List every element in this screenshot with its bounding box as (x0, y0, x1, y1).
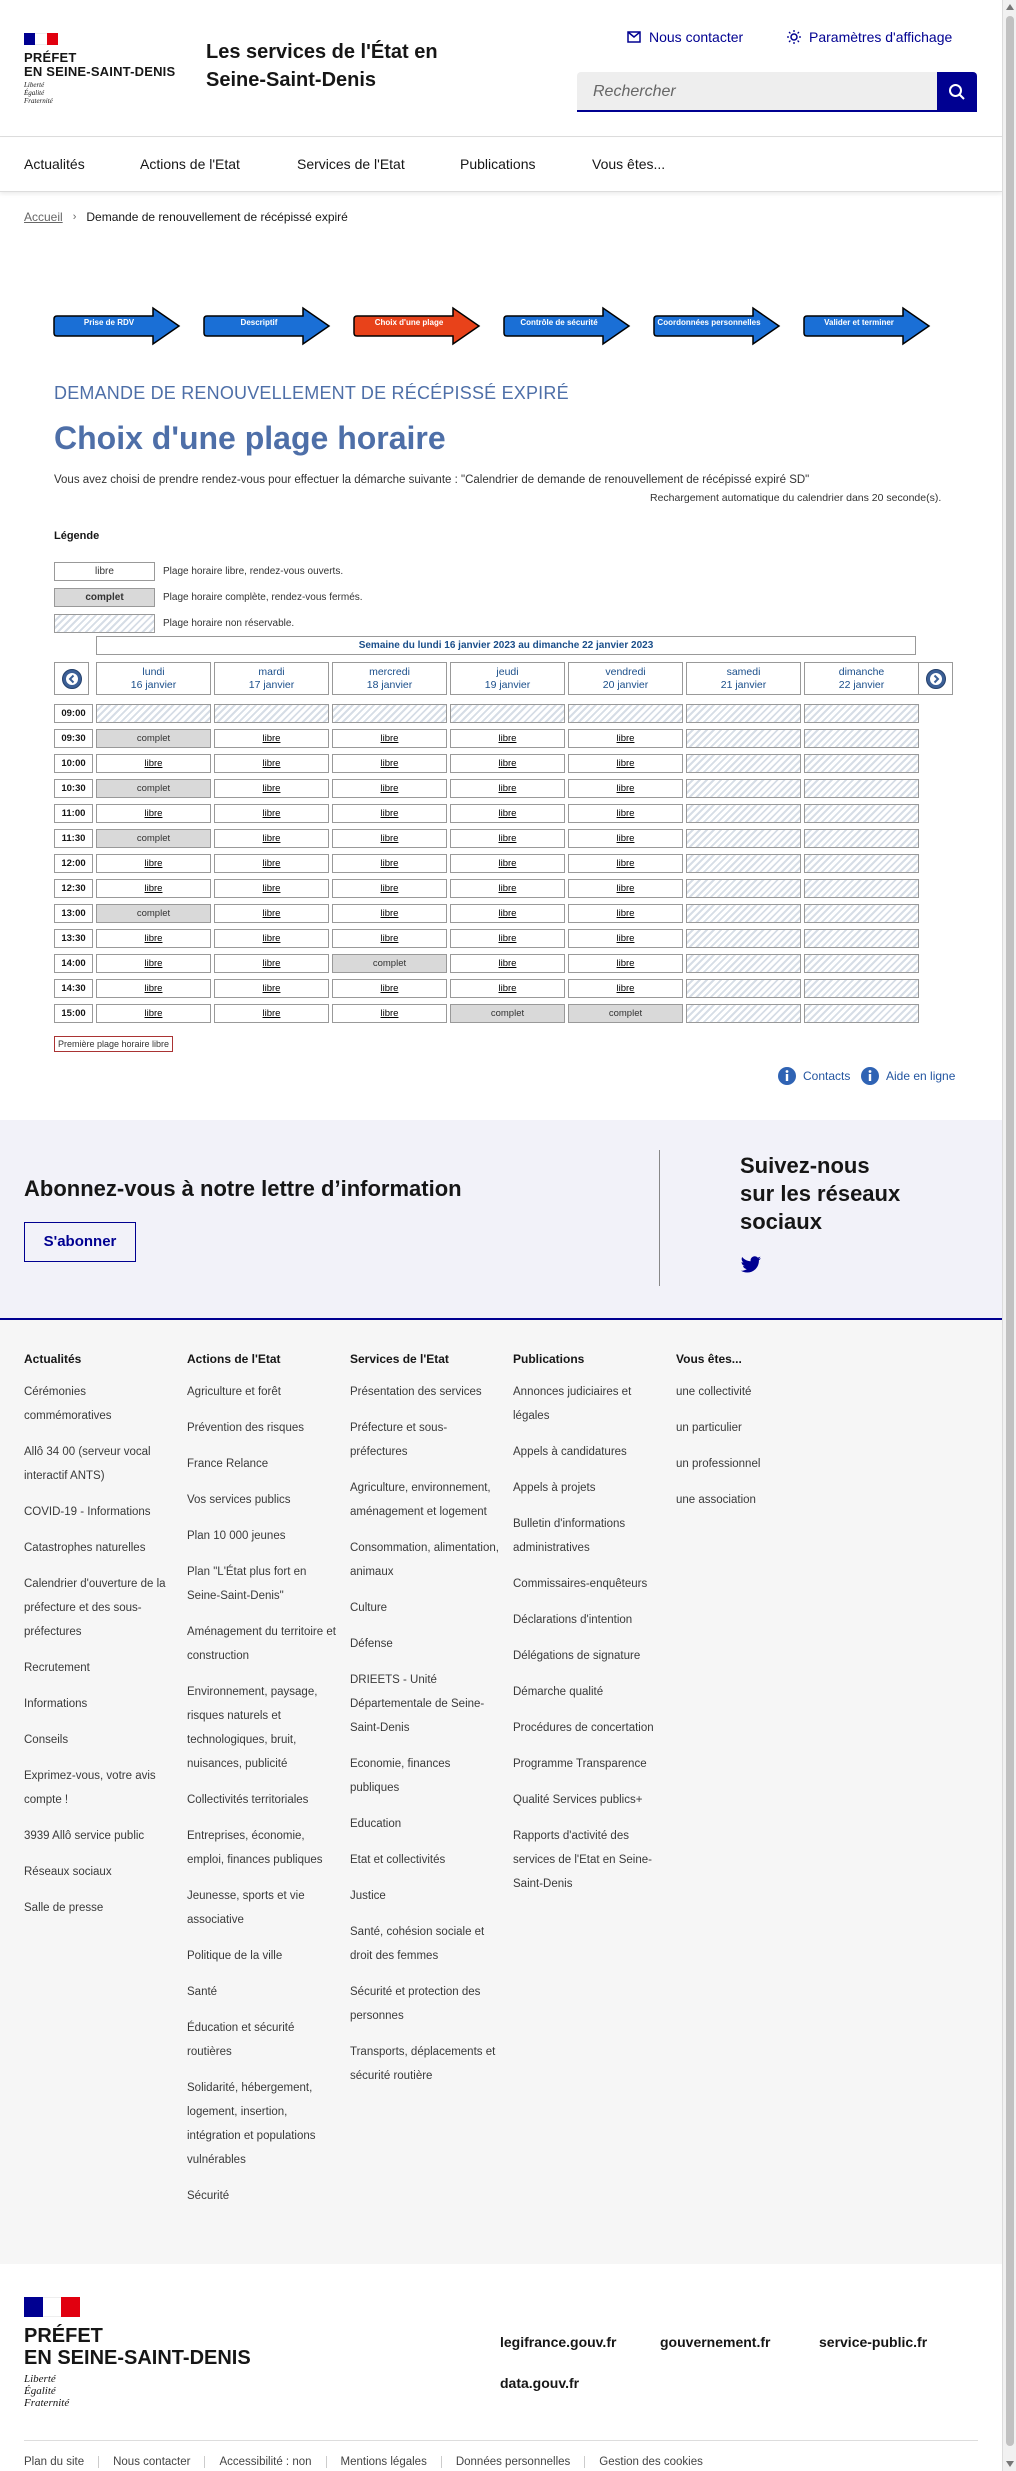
slot-unavailable (686, 854, 801, 873)
slot-libre[interactable]: libre (332, 1004, 447, 1023)
day-name: mercredi (369, 666, 410, 678)
search-input[interactable]: Rechercher (577, 72, 937, 112)
footer-link[interactable]: Consommation, alimentation, animaux (350, 1542, 499, 1578)
footer-link[interactable]: Entreprises, économie, emploi, finances publiques (187, 1830, 323, 1866)
slot-unavailable (804, 729, 919, 748)
day-header (96, 662, 211, 695)
week-label: Semaine du lundi 16 janvier 2023 au dimanche 22 janvier 2023 (96, 636, 916, 655)
time-label: 12:30 (54, 879, 93, 898)
slot-libre[interactable]: libre (332, 879, 447, 898)
footer-link[interactable]: Catastrophes naturelles (24, 1542, 146, 1554)
step-label: Prise de RDV (83, 318, 135, 327)
slot-libre[interactable]: libre (450, 854, 565, 873)
footer-link[interactable]: Bulletin d'informations administratives (513, 1518, 626, 1554)
step-label: Valider et terminer (824, 318, 894, 327)
day-date: 18 janvier (366, 679, 413, 691)
footer-link[interactable]: Procédures de concertation (513, 1722, 654, 1734)
slot-unavailable (686, 904, 801, 923)
legend-item-libre (54, 562, 343, 581)
footer-link[interactable]: Prévention des risques (187, 1422, 304, 1434)
time-label: 11:30 (54, 829, 93, 848)
slot-libre[interactable]: libre (568, 854, 683, 873)
online-help-label: Aide en ligne (886, 1069, 956, 1083)
footer-link[interactable]: Etat et collectivités (350, 1854, 446, 1866)
breadcrumb-current: Demande de renouvellement de récépissé expiré (86, 210, 348, 224)
ext-link-legifrance[interactable]: legifrance.gouv.fr (500, 2334, 617, 2350)
footer-link[interactable]: Jeunesse, sports et vie associative (187, 1890, 305, 1926)
slot-unavailable (568, 704, 683, 723)
slot-libre[interactable]: libre (332, 829, 447, 848)
time-label: 10:00 (54, 754, 93, 773)
slot-libre[interactable]: libre (568, 979, 683, 998)
step-3 (353, 306, 483, 351)
scrollbar-thumb[interactable] (1006, 16, 1014, 2446)
slot-unavailable (686, 729, 801, 748)
day-name: mardi (258, 666, 285, 678)
slot-unavailable (686, 829, 801, 848)
slot-unavailable (804, 779, 919, 798)
slot-libre[interactable]: libre (332, 929, 447, 948)
slot-libre[interactable]: libre (214, 729, 329, 748)
follow-line1: Suivez-nous (740, 1153, 870, 1178)
slot-unavailable (686, 879, 801, 898)
time-label: 12:00 (54, 854, 93, 873)
slot-unavailable (804, 704, 919, 723)
page-title: Choix d'une plage horaire (54, 420, 446, 456)
time-label: 15:00 (54, 1004, 93, 1023)
slot-unavailable (686, 754, 801, 773)
slot-unavailable (804, 804, 919, 823)
footer-link[interactable]: Sécurité et protection des personnes (350, 1986, 481, 2022)
plan-du-site-link[interactable]: Plan du site (24, 2456, 99, 2468)
footer-column (24, 1352, 174, 1932)
main-nav (0, 138, 1002, 192)
footer-link[interactable]: COVID-19 - Informations (24, 1506, 151, 1518)
day-header (214, 662, 329, 695)
legend-text-libre: Plage horaire libre, rendez-vous ouverts. (163, 566, 344, 577)
reload-notice: Rechargement automatique du calendrier dans 20 seconde(s). (650, 492, 942, 504)
slot-unavailable (686, 929, 801, 948)
slot-complet: complet (96, 829, 211, 848)
slot-unavailable (686, 704, 801, 723)
step-label: Descriptif (240, 318, 278, 327)
logo-line1: PRÉFET (24, 50, 77, 65)
footer-column-title: Vous êtes... (676, 1352, 742, 1366)
footer-column-title: Actions de l'Etat (187, 1352, 281, 1366)
scroll-up-icon[interactable] (1006, 4, 1014, 10)
day-date: 17 janvier (248, 679, 295, 691)
newsletter-title: Abonnez-vous à notre lettre d’information (24, 1176, 462, 1201)
slot-complet: complet (568, 1004, 683, 1023)
slot-libre[interactable]: libre (568, 779, 683, 798)
time-label: 14:00 (54, 954, 93, 973)
slot-libre[interactable]: libre (450, 829, 565, 848)
footer-link[interactable]: un particulier (676, 1422, 742, 1434)
mail-icon (627, 31, 641, 43)
first-free-slot-button[interactable]: Première plage horaire libre (54, 1036, 173, 1052)
footer-link[interactable]: Santé, cohésion sociale et droit des femmes (350, 1926, 485, 1962)
day-name: samedi (726, 666, 761, 678)
slot-complet: complet (96, 779, 211, 798)
slot-libre[interactable]: libre (214, 929, 329, 948)
slot-libre[interactable]: libre (450, 879, 565, 898)
footer-link[interactable]: Transports, déplacements et sécurité routière (350, 2046, 496, 2082)
step-5 (653, 306, 783, 351)
slot-libre[interactable]: libre (568, 929, 683, 948)
footer-link[interactable]: Annonces judiciaires et légales (513, 1386, 632, 1422)
step-label: Choix d'une plage (374, 318, 444, 327)
step-6 (803, 306, 933, 351)
contacts-link[interactable] (777, 1066, 850, 1086)
footer-link[interactable]: Culture (350, 1602, 388, 1614)
slot-libre[interactable]: libre (332, 854, 447, 873)
legend-text-non-reservable: Plage horaire non réservable. (163, 618, 295, 629)
slot-libre[interactable]: libre (568, 829, 683, 848)
twitter-link[interactable] (740, 1256, 762, 1279)
footer-link[interactable]: Solidarité, hébergement, logement, insertion, intégration et populations vulnérables (187, 2082, 316, 2166)
vertical-scrollbar[interactable] (1002, 0, 1016, 2471)
footer-column (676, 1352, 826, 1524)
french-flag-icon (24, 2297, 80, 2317)
day-header (686, 662, 801, 695)
contact-label: Nous contacter (649, 29, 744, 45)
footer-link[interactable]: Rapports d'activité des services de l'Etat en Seine-Saint-Denis (513, 1830, 652, 1890)
online-help-link[interactable] (860, 1066, 955, 1086)
arrow-left-circle-icon (61, 668, 83, 690)
slot-libre[interactable]: libre (214, 904, 329, 923)
contact-link[interactable] (627, 29, 743, 45)
slot-libre[interactable]: libre (568, 904, 683, 923)
slot-libre[interactable]: libre (214, 954, 329, 973)
footer-logo-line2: EN SEINE-SAINT-DENIS (24, 2347, 251, 2369)
footer-link[interactable]: Agriculture et forêt (187, 1386, 281, 1398)
time-label: 13:30 (54, 929, 93, 948)
footer-link[interactable]: une association (676, 1494, 756, 1506)
footer-link[interactable]: Défense (350, 1638, 393, 1650)
site-title-line1: Les services de l'État en (206, 41, 438, 63)
slot-complet: complet (332, 954, 447, 973)
ext-link-data-gouv[interactable]: data.gouv.fr (500, 2375, 580, 2391)
day-name: dimanche (838, 666, 885, 678)
slot-unavailable (804, 829, 919, 848)
slot-libre[interactable]: libre (96, 879, 211, 898)
slot-unavailable (686, 979, 801, 998)
breadcrumb (24, 210, 348, 224)
slot-unavailable (96, 704, 211, 723)
slot-libre[interactable]: libre (568, 804, 683, 823)
slot-libre[interactable]: libre (450, 954, 565, 973)
nav-services[interactable]: Services de l'Etat (297, 156, 405, 172)
search-bar (577, 72, 977, 112)
footer-bottom-links (24, 2456, 717, 2468)
nav-publications[interactable]: Publications (460, 156, 536, 172)
footer-link[interactable]: Plan 10 000 jeunes (187, 1530, 286, 1542)
french-flag-icon (24, 33, 58, 45)
time-label: 11:00 (54, 804, 93, 823)
slot-libre[interactable]: libre (332, 979, 447, 998)
slot-libre[interactable]: libre (450, 754, 565, 773)
day-date: 19 janvier (484, 679, 531, 691)
footer-link[interactable]: Calendrier d'ouverture de la préfecture et des sous-préfectures (24, 1578, 166, 1638)
procedure-kicker: DEMANDE DE RENOUVELLEMENT DE RÉCÉPISSÉ EXPIRÉ (54, 383, 569, 403)
slot-unavailable (804, 854, 919, 873)
footer-link[interactable]: Economie, finances publiques (350, 1758, 451, 1794)
footer-link[interactable]: Exprimez-vous, votre avis compte ! (24, 1770, 156, 1806)
footer-link[interactable]: Aménagement du territoire et construction (187, 1626, 336, 1662)
slot-libre[interactable]: libre (214, 779, 329, 798)
slot-unavailable (804, 904, 919, 923)
info-icon (777, 1066, 797, 1086)
nav-actions[interactable]: Actions de l'Etat (140, 156, 240, 172)
footer-column (350, 1352, 500, 2100)
slot-libre[interactable]: libre (96, 929, 211, 948)
motto-3: Fraternité (24, 97, 53, 105)
slot-libre[interactable]: libre (568, 954, 683, 973)
legend-box-complet: complet (54, 588, 155, 607)
footer-motto-2: Égalité (24, 2385, 56, 2397)
slot-libre[interactable]: libre (214, 1004, 329, 1023)
slot-unavailable (804, 954, 919, 973)
slot-libre[interactable]: libre (96, 854, 211, 873)
day-date: 20 janvier (602, 679, 649, 691)
day-date: 16 janvier (130, 679, 177, 691)
header (0, 0, 1002, 137)
accessibilite-link[interactable]: Accessibilité : non (205, 2456, 326, 2468)
site-title-line2: Seine-Saint-Denis (206, 69, 377, 91)
next-week-button[interactable] (918, 662, 953, 695)
footer-link[interactable]: DRIEETS - Unité Départementale de Seine-Saint-Denis (350, 1674, 485, 1734)
day-header (568, 662, 683, 695)
legend-text-complet: Plage horaire complète, rendez-vous fermés. (163, 592, 363, 603)
footer-link[interactable]: Santé (187, 1986, 218, 1998)
footer-link[interactable]: Programme Transparence (513, 1758, 647, 1770)
day-date: 22 janvier (838, 679, 885, 691)
gestion-cookies-link[interactable]: Gestion des cookies (599, 2456, 703, 2468)
slot-libre[interactable]: libre (450, 979, 565, 998)
step-2 (203, 306, 333, 351)
footer-logo[interactable] (24, 2297, 251, 2409)
step-label: Contrôle de sécurité (520, 318, 598, 327)
footer-link[interactable]: une collectivité (676, 1386, 752, 1398)
nav-vous-etes[interactable]: Vous êtes... (592, 156, 666, 172)
newsletter-section (0, 1120, 1002, 1318)
chevron-right-icon: › (72, 211, 77, 223)
footer-link[interactable]: Démarche qualité (513, 1686, 604, 1698)
footer-link[interactable]: Agriculture, environnement, aménagement et logement (350, 1482, 491, 1518)
legend-item-complet (54, 588, 363, 607)
sun-icon (787, 30, 801, 44)
legend-box-hatched (54, 614, 155, 633)
slot-unavailable (686, 804, 801, 823)
day-name: lundi (142, 666, 165, 678)
footer-link[interactable]: Politique de la ville (187, 1950, 283, 1962)
time-label: 10:30 (54, 779, 93, 798)
info-icon (860, 1066, 880, 1086)
motto-1: Liberté (24, 81, 45, 89)
arrow-right-circle-icon (925, 668, 947, 690)
footer-link[interactable]: Appels à projets (513, 1482, 596, 1494)
footer-link[interactable]: Appels à candidatures (513, 1446, 627, 1458)
slot-complet: complet (96, 904, 211, 923)
footer-column (187, 1352, 337, 2220)
footer-column-title: Publications (513, 1352, 585, 1366)
subscribe-button[interactable]: S'abonner (24, 1222, 136, 1262)
follow-line3: sociaux (740, 1209, 822, 1234)
prefet-logo[interactable] (24, 33, 175, 105)
twitter-icon (740, 1256, 762, 1274)
slot-libre[interactable]: libre (332, 729, 447, 748)
slot-libre[interactable]: libre (96, 754, 211, 773)
slot-unavailable (804, 1004, 919, 1023)
footer-motto-3: Fraternité (24, 2397, 70, 2409)
slot-libre[interactable]: libre (214, 829, 329, 848)
slot-libre[interactable]: libre (332, 779, 447, 798)
legend-item-non-reservable (54, 614, 294, 633)
footer-link[interactable]: Environnement, paysage, risques naturels et technologiques, bruit, nuisances, publicité (187, 1686, 318, 1770)
slot-unavailable (686, 779, 801, 798)
footer-link[interactable]: Réseaux sociaux (24, 1866, 112, 1878)
footer-motto-1: Liberté (24, 2373, 56, 2385)
day-header (332, 662, 447, 695)
donnees-personnelles-link[interactable]: Données personnelles (442, 2456, 585, 2468)
display-settings-link[interactable] (787, 29, 952, 45)
slot-unavailable (450, 704, 565, 723)
slot-libre[interactable]: libre (568, 879, 683, 898)
display-label: Paramètres d'affichage (809, 29, 953, 45)
slot-libre[interactable]: libre (450, 904, 565, 923)
day-header (450, 662, 565, 695)
footer-logo-line1: PRÉFET (24, 2325, 103, 2347)
time-label: 09:30 (54, 729, 93, 748)
slot-unavailable (686, 954, 801, 973)
slot-libre[interactable]: libre (214, 754, 329, 773)
slot-unavailable (804, 979, 919, 998)
slot-unavailable (214, 704, 329, 723)
footer-column-title: Services de l'Etat (350, 1352, 449, 1366)
slot-libre[interactable]: libre (214, 804, 329, 823)
footer-link[interactable]: Vos services publics (187, 1494, 291, 1506)
footer-column-title: Actualités (24, 1352, 82, 1366)
footer-link[interactable]: Allô 34 00 (serveur vocal interactif ANTS) (24, 1446, 151, 1482)
previous-week-button[interactable] (54, 662, 89, 695)
newsletter-divider (659, 1150, 660, 1286)
footer-bottom (0, 2264, 1002, 2471)
slot-complet: complet (450, 1004, 565, 1023)
slot-libre[interactable]: libre (450, 929, 565, 948)
footer-link[interactable]: Cérémonies commémoratives (24, 1386, 112, 1422)
site-title[interactable] (206, 38, 438, 94)
motto-2: Égalité (24, 89, 45, 97)
search-icon (948, 83, 966, 101)
logo-line2: EN SEINE-SAINT-DENIS (24, 64, 176, 79)
slot-libre[interactable]: libre (332, 754, 447, 773)
slot-libre[interactable]: libre (214, 879, 329, 898)
footer-link[interactable]: Salle de presse (24, 1902, 104, 1914)
footer-link[interactable]: Présentation des services (350, 1386, 482, 1398)
footer-link[interactable]: France Relance (187, 1458, 269, 1470)
follow-line2: sur les réseaux (740, 1181, 901, 1206)
day-header (804, 662, 919, 695)
footer-link[interactable]: Recrutement (24, 1662, 90, 1674)
scroll-down-icon[interactable] (1006, 2461, 1014, 2467)
footer-link[interactable]: Collectivités territoriales (187, 1794, 309, 1806)
slot-libre[interactable]: libre (568, 754, 683, 773)
footer-link[interactable]: Délégations de signature (513, 1650, 641, 1662)
breadcrumb-home[interactable]: Accueil (24, 210, 63, 224)
slot-libre[interactable]: libre (214, 854, 329, 873)
ext-link-service-public[interactable]: service-public.fr (819, 2334, 928, 2350)
time-label: 09:00 (54, 704, 93, 723)
footer-column (513, 1352, 663, 1908)
legend-title: Légende (54, 530, 100, 542)
footer-link[interactable]: Justice (350, 1890, 386, 1902)
slot-unavailable (804, 929, 919, 948)
footer-link[interactable]: Education (350, 1818, 402, 1830)
slot-unavailable (804, 754, 919, 773)
footer-link[interactable]: un professionnel (676, 1458, 761, 1470)
procedure-description: Vous avez choisi de prendre rendez-vous pour effectuer la démarche suivante : "Calendrier de demande de renouvellement de récépissé expiré SD" (54, 474, 810, 486)
slot-libre[interactable]: libre (450, 804, 565, 823)
nous-contacter-link[interactable]: Nous contacter (99, 2456, 205, 2468)
step-4 (503, 306, 633, 351)
footer-divider (24, 2440, 978, 2441)
slot-unavailable (804, 879, 919, 898)
legend-box-libre: libre (54, 562, 155, 581)
footer-link[interactable]: Conseils (24, 1734, 69, 1746)
footer-link[interactable]: Sécurité (187, 2190, 230, 2202)
slot-libre[interactable]: libre (450, 779, 565, 798)
footer-link[interactable]: Déclarations d'intention (513, 1614, 633, 1626)
slot-libre[interactable]: libre (96, 804, 211, 823)
slot-unavailable (332, 704, 447, 723)
footer-link[interactable]: Préfecture et sous-préfectures (350, 1422, 448, 1458)
time-label: 14:30 (54, 979, 93, 998)
footer-link[interactable]: Éducation et sécurité routières (187, 2022, 295, 2058)
slot-libre[interactable]: libre (214, 979, 329, 998)
footer-link[interactable]: Informations (24, 1698, 88, 1710)
step-1 (53, 306, 183, 351)
footer-links (0, 1318, 1002, 2264)
day-date: 21 janvier (720, 679, 767, 691)
ext-link-gouvernement[interactable]: gouvernement.fr (660, 2334, 771, 2350)
day-name: jeudi (496, 666, 519, 678)
day-name: vendredi (605, 666, 646, 678)
follow-us-title (740, 1152, 900, 1236)
slot-libre[interactable]: libre (96, 979, 211, 998)
slot-libre[interactable]: libre (450, 729, 565, 748)
contacts-label: Contacts (803, 1069, 851, 1083)
slot-unavailable (686, 1004, 801, 1023)
slot-libre[interactable]: libre (332, 904, 447, 923)
slot-libre[interactable]: libre (568, 729, 683, 748)
footer-link[interactable]: 3939 Allô service public (24, 1830, 145, 1842)
slot-libre[interactable]: libre (96, 1004, 211, 1023)
slot-complet: complet (96, 729, 211, 748)
time-label: 13:00 (54, 904, 93, 923)
progress-steps (53, 306, 933, 350)
nav-actualites[interactable]: Actualités (24, 156, 85, 172)
step-label: Coordonnées personnelles (657, 318, 761, 327)
footer-link[interactable]: Qualité Services publics+ (513, 1794, 643, 1806)
footer-link[interactable]: Commissaires-enquêteurs (513, 1578, 648, 1590)
slot-libre[interactable]: libre (96, 954, 211, 973)
mentions-legales-link[interactable]: Mentions légales (327, 2456, 442, 2468)
footer-link[interactable]: Plan "L'État plus fort en Seine-Saint-Denis" (187, 1566, 307, 1602)
search-button[interactable] (937, 72, 977, 112)
slot-libre[interactable]: libre (332, 804, 447, 823)
